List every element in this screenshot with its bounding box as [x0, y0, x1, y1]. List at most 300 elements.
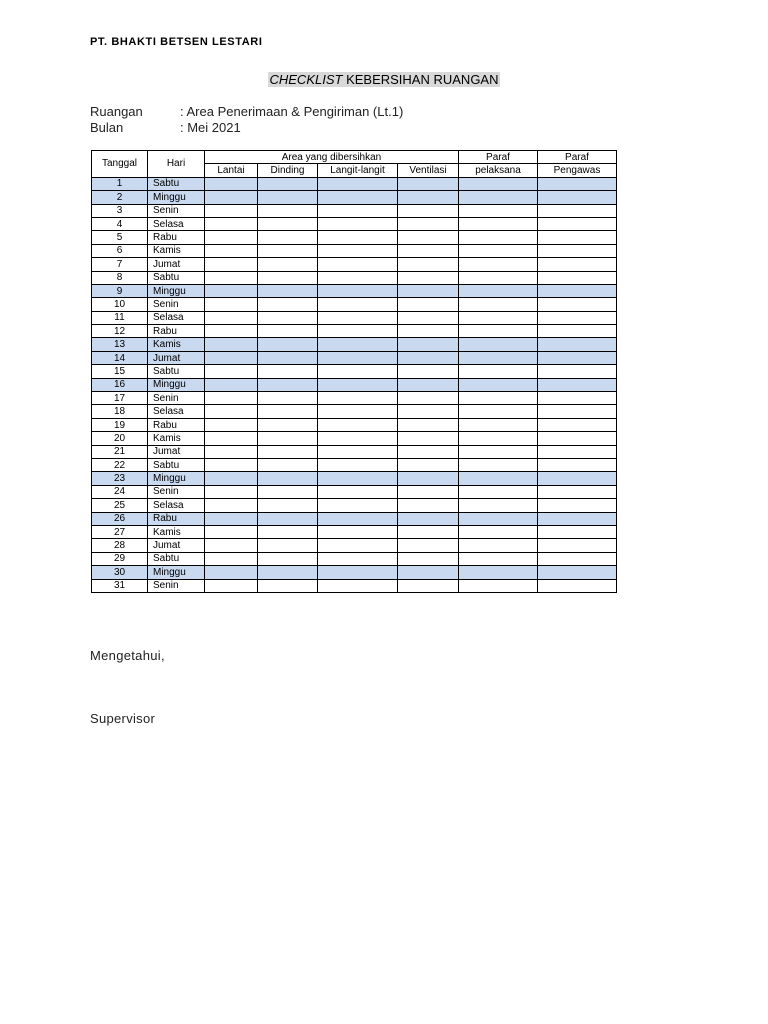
cell-paraf-pelaksana[interactable] [459, 392, 538, 405]
cell-ventilasi[interactable] [398, 378, 459, 391]
cell-langit-langit[interactable] [318, 284, 398, 297]
cell-paraf-pengawas[interactable] [538, 231, 617, 244]
table-row [92, 177, 617, 190]
cell-dinding[interactable] [258, 458, 318, 471]
supervisor-label: Supervisor [90, 711, 156, 726]
cell-langit-langit[interactable] [318, 311, 398, 324]
cell-paraf-pengawas[interactable] [538, 472, 617, 485]
cell-paraf-pelaksana[interactable] [459, 445, 538, 458]
cell-langit-langit[interactable] [318, 365, 398, 378]
cell-langit-langit[interactable] [318, 418, 398, 431]
cell-lantai[interactable] [205, 365, 258, 378]
table-row [92, 204, 617, 217]
row-hari: Selasa [148, 217, 205, 230]
cell-langit-langit[interactable] [318, 298, 398, 311]
cell-dinding[interactable] [258, 525, 318, 538]
cell-paraf-pelaksana[interactable] [459, 284, 538, 297]
cell-lantai[interactable] [205, 325, 258, 338]
cell-paraf-pengawas[interactable] [538, 217, 617, 230]
cell-ventilasi[interactable] [398, 325, 459, 338]
table-row [92, 231, 617, 244]
cell-ventilasi[interactable] [398, 338, 459, 351]
row-tanggal: 12 [92, 325, 148, 338]
header-tanggal: Tanggal [92, 151, 148, 178]
cell-paraf-pengawas[interactable] [538, 579, 617, 592]
header-hari: Hari [148, 151, 205, 178]
table-row [92, 499, 617, 512]
cell-ventilasi[interactable] [398, 392, 459, 405]
cell-langit-langit[interactable] [318, 405, 398, 418]
cell-paraf-pelaksana[interactable] [459, 525, 538, 538]
cell-ventilasi[interactable] [398, 365, 459, 378]
cell-lantai[interactable] [205, 177, 258, 190]
cell-ventilasi[interactable] [398, 298, 459, 311]
cell-langit-langit[interactable] [318, 499, 398, 512]
header-paraf-pengawas-top: Paraf [538, 151, 617, 164]
cell-dinding[interactable] [258, 539, 318, 552]
row-hari: Selasa [148, 311, 205, 324]
cell-dinding[interactable] [258, 351, 318, 364]
cell-ventilasi[interactable] [398, 351, 459, 364]
cell-dinding[interactable] [258, 566, 318, 579]
cell-ventilasi[interactable] [398, 579, 459, 592]
cell-lantai[interactable] [205, 244, 258, 257]
cell-dinding[interactable] [258, 512, 318, 525]
cell-ventilasi[interactable] [398, 512, 459, 525]
cell-paraf-pengawas[interactable] [538, 405, 617, 418]
cell-lantai[interactable] [205, 432, 258, 445]
table-row [92, 432, 617, 445]
cell-langit-langit[interactable] [318, 351, 398, 364]
cell-ventilasi[interactable] [398, 191, 459, 204]
row-hari: Sabtu [148, 458, 205, 471]
cell-paraf-pengawas[interactable] [538, 485, 617, 498]
cell-langit-langit[interactable] [318, 579, 398, 592]
table-row [92, 191, 617, 204]
row-tanggal: 13 [92, 338, 148, 351]
table-row [92, 271, 617, 284]
table-row [92, 512, 617, 525]
row-hari: Kamis [148, 432, 205, 445]
cell-paraf-pengawas[interactable] [538, 499, 617, 512]
room-info [90, 104, 403, 119]
cell-dinding[interactable] [258, 392, 318, 405]
cell-lantai[interactable] [205, 311, 258, 324]
cell-paraf-pengawas[interactable] [538, 378, 617, 391]
cell-langit-langit[interactable] [318, 378, 398, 391]
row-hari: Rabu [148, 418, 205, 431]
cell-paraf-pelaksana[interactable] [459, 552, 538, 565]
cell-paraf-pengawas[interactable] [538, 566, 617, 579]
month-info [90, 120, 241, 135]
table-row [92, 445, 617, 458]
row-tanggal: 2 [92, 191, 148, 204]
cell-paraf-pengawas[interactable] [538, 325, 617, 338]
row-tanggal: 8 [92, 271, 148, 284]
row-hari: Kamis [148, 525, 205, 538]
checklist-rows [92, 177, 617, 592]
row-hari: Jumat [148, 351, 205, 364]
cell-lantai[interactable] [205, 458, 258, 471]
row-hari: Sabtu [148, 271, 205, 284]
cell-dinding[interactable] [258, 472, 318, 485]
cell-dinding[interactable] [258, 579, 318, 592]
row-tanggal: 1 [92, 177, 148, 190]
table-row [92, 325, 617, 338]
cell-langit-langit[interactable] [318, 445, 398, 458]
row-tanggal: 25 [92, 499, 148, 512]
cell-langit-langit[interactable] [318, 512, 398, 525]
cell-langit-langit[interactable] [318, 204, 398, 217]
cell-ventilasi[interactable] [398, 258, 459, 271]
table-row [92, 525, 617, 538]
cell-lantai[interactable] [205, 485, 258, 498]
cell-langit-langit[interactable] [318, 566, 398, 579]
row-tanggal: 17 [92, 392, 148, 405]
table-row [92, 405, 617, 418]
cell-paraf-pelaksana[interactable] [459, 579, 538, 592]
cell-langit-langit[interactable] [318, 539, 398, 552]
cell-paraf-pengawas[interactable] [538, 191, 617, 204]
cell-lantai[interactable] [205, 231, 258, 244]
cell-lantai[interactable] [205, 539, 258, 552]
header-area-group: Area yang dibersihkan [205, 151, 459, 164]
row-hari: Minggu [148, 566, 205, 579]
cell-paraf-pelaksana[interactable] [459, 325, 538, 338]
cell-lantai[interactable] [205, 418, 258, 431]
cell-paraf-pelaksana[interactable] [459, 244, 538, 257]
cell-paraf-pengawas[interactable] [538, 418, 617, 431]
cell-paraf-pengawas[interactable] [538, 392, 617, 405]
row-hari: Selasa [148, 499, 205, 512]
row-hari: Minggu [148, 284, 205, 297]
cell-dinding[interactable] [258, 485, 318, 498]
row-tanggal: 30 [92, 566, 148, 579]
cell-lantai[interactable] [205, 351, 258, 364]
cell-paraf-pengawas[interactable] [538, 458, 617, 471]
row-tanggal: 3 [92, 204, 148, 217]
cell-dinding[interactable] [258, 405, 318, 418]
cell-lantai[interactable] [205, 191, 258, 204]
row-hari: Minggu [148, 191, 205, 204]
row-tanggal: 19 [92, 418, 148, 431]
cell-dinding[interactable] [258, 432, 318, 445]
cell-dinding[interactable] [258, 445, 318, 458]
row-tanggal: 10 [92, 298, 148, 311]
cell-langit-langit[interactable] [318, 191, 398, 204]
row-hari: Jumat [148, 258, 205, 271]
row-hari: Rabu [148, 512, 205, 525]
cell-lantai[interactable] [205, 579, 258, 592]
table-row [92, 392, 617, 405]
row-hari: Selasa [148, 405, 205, 418]
cell-dinding[interactable] [258, 244, 318, 257]
cell-ventilasi[interactable] [398, 552, 459, 565]
cell-paraf-pelaksana[interactable] [459, 204, 538, 217]
table-row [92, 365, 617, 378]
cell-lantai[interactable] [205, 378, 258, 391]
row-hari: Jumat [148, 445, 205, 458]
header-paraf-pelaksana-top: Paraf [459, 151, 538, 164]
cell-ventilasi[interactable] [398, 271, 459, 284]
table-row [92, 485, 617, 498]
room-label: Ruangan [90, 104, 143, 119]
table-row [92, 472, 617, 485]
table-row [92, 458, 617, 471]
cell-paraf-pengawas[interactable] [538, 244, 617, 257]
cell-dinding[interactable] [258, 298, 318, 311]
cell-paraf-pengawas[interactable] [538, 525, 617, 538]
cell-langit-langit[interactable] [318, 485, 398, 498]
row-tanggal: 29 [92, 552, 148, 565]
row-tanggal: 31 [92, 579, 148, 592]
row-tanggal: 26 [92, 512, 148, 525]
row-tanggal: 23 [92, 472, 148, 485]
cell-dinding[interactable] [258, 365, 318, 378]
month-value: : Mei 2021 [180, 120, 241, 135]
cell-paraf-pengawas[interactable] [538, 445, 617, 458]
header-langit-langit: Langit-langit [318, 164, 398, 177]
cell-langit-langit[interactable] [318, 231, 398, 244]
cell-dinding[interactable] [258, 311, 318, 324]
title-rest: KEBERSIHAN RUANGAN [342, 72, 499, 87]
cell-paraf-pelaksana[interactable] [459, 378, 538, 391]
cell-paraf-pelaksana[interactable] [459, 258, 538, 271]
cell-langit-langit[interactable] [318, 244, 398, 257]
table-row [92, 284, 617, 297]
cell-dinding[interactable] [258, 271, 318, 284]
row-hari: Senin [148, 485, 205, 498]
cell-dinding[interactable] [258, 191, 318, 204]
cell-dinding[interactable] [258, 231, 318, 244]
header-paraf-pengawas-bottom: Pengawas [538, 164, 617, 177]
cell-langit-langit[interactable] [318, 432, 398, 445]
cell-ventilasi[interactable] [398, 566, 459, 579]
cell-lantai[interactable] [205, 405, 258, 418]
month-label: Bulan [90, 120, 124, 135]
cell-lantai[interactable] [205, 392, 258, 405]
company-name: PT. BHAKTI BETSEN LESTARI [90, 36, 263, 48]
cell-langit-langit[interactable] [318, 525, 398, 538]
cell-paraf-pelaksana[interactable] [459, 418, 538, 431]
cell-paraf-pengawas[interactable] [538, 365, 617, 378]
cell-ventilasi[interactable] [398, 418, 459, 431]
cell-paraf-pengawas[interactable] [538, 432, 617, 445]
cell-ventilasi[interactable] [398, 284, 459, 297]
cell-paraf-pelaksana[interactable] [459, 231, 538, 244]
row-tanggal: 7 [92, 258, 148, 271]
row-tanggal: 27 [92, 525, 148, 538]
cell-lantai[interactable] [205, 217, 258, 230]
table-row [92, 351, 617, 364]
header-lantai: Lantai [205, 164, 258, 177]
cell-paraf-pengawas[interactable] [538, 311, 617, 324]
cell-paraf-pelaksana[interactable] [459, 512, 538, 525]
cell-paraf-pengawas[interactable] [538, 512, 617, 525]
row-tanggal: 15 [92, 365, 148, 378]
table-row [92, 217, 617, 230]
cell-langit-langit[interactable] [318, 177, 398, 190]
cell-lantai[interactable] [205, 512, 258, 525]
cell-paraf-pengawas[interactable] [538, 204, 617, 217]
table-row [92, 244, 617, 257]
cell-lantai[interactable] [205, 204, 258, 217]
cell-paraf-pelaksana[interactable] [459, 338, 538, 351]
row-tanggal: 28 [92, 539, 148, 552]
cell-dinding[interactable] [258, 338, 318, 351]
cell-langit-langit[interactable] [318, 325, 398, 338]
header-ventilasi: Ventilasi [398, 164, 459, 177]
row-tanggal: 14 [92, 351, 148, 364]
table-row [92, 311, 617, 324]
row-tanggal: 20 [92, 432, 148, 445]
row-hari: Senin [148, 298, 205, 311]
row-hari: Minggu [148, 378, 205, 391]
header-dinding: Dinding [258, 164, 318, 177]
cell-ventilasi[interactable] [398, 472, 459, 485]
cell-ventilasi[interactable] [398, 485, 459, 498]
cell-dinding[interactable] [258, 284, 318, 297]
cell-ventilasi[interactable] [398, 499, 459, 512]
table-row [92, 566, 617, 579]
table-row [92, 258, 617, 271]
cell-paraf-pelaksana[interactable] [459, 311, 538, 324]
document-title [0, 72, 768, 87]
cell-paraf-pengawas[interactable] [538, 271, 617, 284]
cell-paraf-pelaksana[interactable] [459, 566, 538, 579]
cell-dinding[interactable] [258, 325, 318, 338]
table-row [92, 338, 617, 351]
cell-lantai[interactable] [205, 499, 258, 512]
checklist-table [91, 150, 617, 593]
row-tanggal: 18 [92, 405, 148, 418]
cell-langit-langit[interactable] [318, 552, 398, 565]
row-hari: Sabtu [148, 365, 205, 378]
row-hari: Kamis [148, 338, 205, 351]
cell-lantai[interactable] [205, 271, 258, 284]
row-hari: Jumat [148, 539, 205, 552]
row-hari: Sabtu [148, 552, 205, 565]
cell-dinding[interactable] [258, 258, 318, 271]
cell-ventilasi[interactable] [398, 458, 459, 471]
cell-paraf-pelaksana[interactable] [459, 271, 538, 284]
cell-ventilasi[interactable] [398, 177, 459, 190]
cell-ventilasi[interactable] [398, 311, 459, 324]
row-tanggal: 16 [92, 378, 148, 391]
cell-ventilasi[interactable] [398, 244, 459, 257]
row-hari: Sabtu [148, 177, 205, 190]
cell-dinding[interactable] [258, 177, 318, 190]
cell-ventilasi[interactable] [398, 525, 459, 538]
cell-paraf-pengawas[interactable] [538, 298, 617, 311]
cell-paraf-pelaksana[interactable] [459, 191, 538, 204]
cell-ventilasi[interactable] [398, 405, 459, 418]
cell-paraf-pelaksana[interactable] [459, 405, 538, 418]
cell-langit-langit[interactable] [318, 338, 398, 351]
cell-paraf-pelaksana[interactable] [459, 499, 538, 512]
cell-langit-langit[interactable] [318, 258, 398, 271]
cell-paraf-pelaksana[interactable] [459, 539, 538, 552]
cell-dinding[interactable] [258, 204, 318, 217]
table-row [92, 298, 617, 311]
row-hari: Rabu [148, 325, 205, 338]
cell-lantai[interactable] [205, 566, 258, 579]
cell-paraf-pelaksana[interactable] [459, 177, 538, 190]
cell-lantai[interactable] [205, 284, 258, 297]
cell-lantai[interactable] [205, 525, 258, 538]
row-tanggal: 6 [92, 244, 148, 257]
cell-paraf-pengawas[interactable] [538, 258, 617, 271]
row-hari: Senin [148, 204, 205, 217]
cell-paraf-pelaksana[interactable] [459, 432, 538, 445]
row-hari: Senin [148, 392, 205, 405]
cell-paraf-pengawas[interactable] [538, 338, 617, 351]
cell-langit-langit[interactable] [318, 472, 398, 485]
row-hari: Rabu [148, 231, 205, 244]
row-hari: Senin [148, 579, 205, 592]
cell-lantai[interactable] [205, 472, 258, 485]
cell-paraf-pelaksana[interactable] [459, 458, 538, 471]
cell-paraf-pengawas[interactable] [538, 351, 617, 364]
cell-paraf-pelaksana[interactable] [459, 365, 538, 378]
row-tanggal: 22 [92, 458, 148, 471]
table-row [92, 418, 617, 431]
cell-paraf-pengawas[interactable] [538, 539, 617, 552]
cell-lantai[interactable] [205, 338, 258, 351]
cell-paraf-pengawas[interactable] [538, 284, 617, 297]
cell-lantai[interactable] [205, 258, 258, 271]
cell-paraf-pelaksana[interactable] [459, 472, 538, 485]
cell-ventilasi[interactable] [398, 432, 459, 445]
cell-lantai[interactable] [205, 298, 258, 311]
cell-langit-langit[interactable] [318, 392, 398, 405]
row-tanggal: 9 [92, 284, 148, 297]
cell-langit-langit[interactable] [318, 458, 398, 471]
cell-lantai[interactable] [205, 552, 258, 565]
cell-dinding[interactable] [258, 378, 318, 391]
cell-ventilasi[interactable] [398, 539, 459, 552]
row-tanggal: 11 [92, 311, 148, 324]
cell-paraf-pengawas[interactable] [538, 177, 617, 190]
cell-paraf-pelaksana[interactable] [459, 485, 538, 498]
cell-ventilasi[interactable] [398, 204, 459, 217]
room-value: : Area Penerimaan & Pengiriman (Lt.1) [180, 104, 404, 119]
cell-paraf-pelaksana[interactable] [459, 217, 538, 230]
table-row [92, 552, 617, 565]
row-tanggal: 4 [92, 217, 148, 230]
cell-langit-langit[interactable] [318, 217, 398, 230]
row-tanggal: 24 [92, 485, 148, 498]
title-italic: CHECKLIST [269, 72, 343, 87]
cell-dinding[interactable] [258, 217, 318, 230]
cell-paraf-pelaksana[interactable] [459, 351, 538, 364]
cell-paraf-pelaksana[interactable] [459, 298, 538, 311]
cell-ventilasi[interactable] [398, 231, 459, 244]
cell-dinding[interactable] [258, 499, 318, 512]
table-row [92, 378, 617, 391]
row-hari: Kamis [148, 244, 205, 257]
cell-dinding[interactable] [258, 418, 318, 431]
cell-dinding[interactable] [258, 552, 318, 565]
row-tanggal: 5 [92, 231, 148, 244]
cell-ventilasi[interactable] [398, 217, 459, 230]
cell-ventilasi[interactable] [398, 445, 459, 458]
cell-lantai[interactable] [205, 445, 258, 458]
header-paraf-pelaksana-bottom: pelaksana [459, 164, 538, 177]
cell-langit-langit[interactable] [318, 271, 398, 284]
cell-paraf-pengawas[interactable] [538, 552, 617, 565]
row-hari: Minggu [148, 472, 205, 485]
